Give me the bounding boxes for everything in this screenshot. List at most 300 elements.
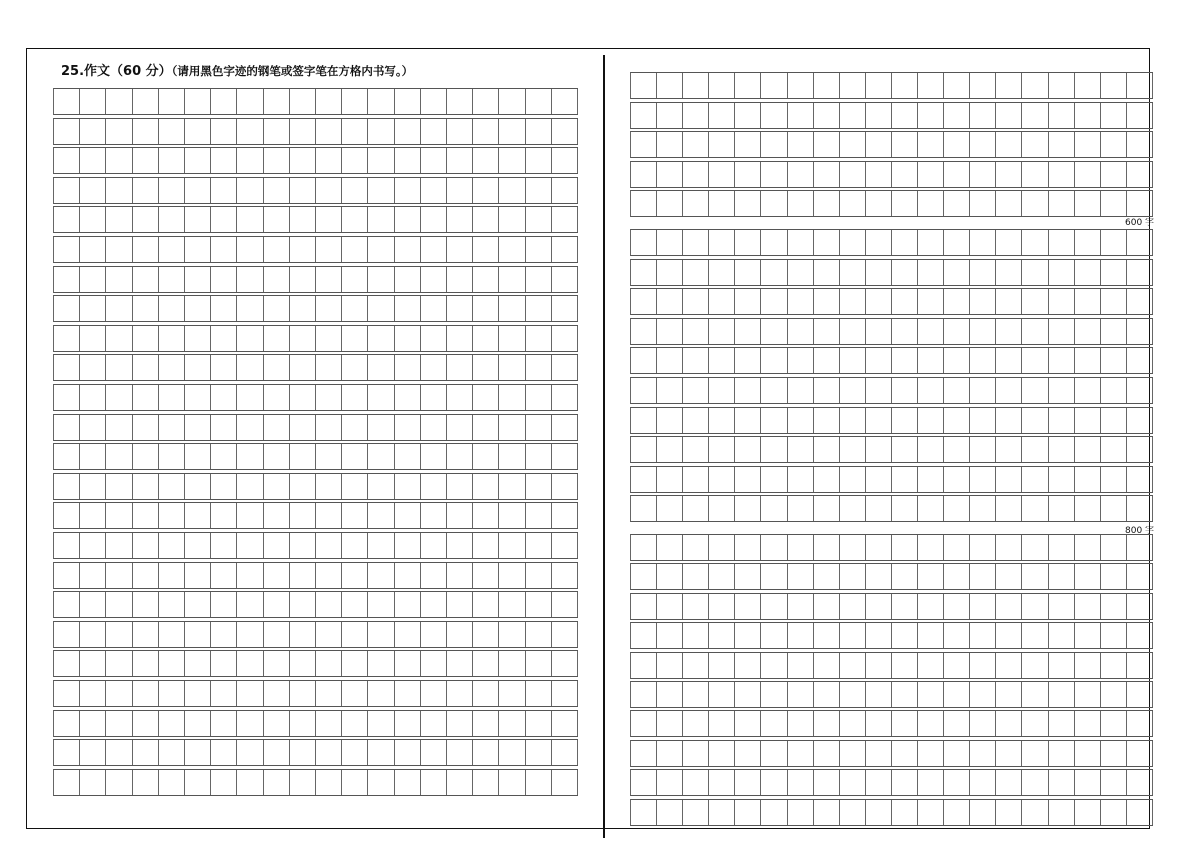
grid-cell xyxy=(342,385,368,410)
grid-cell xyxy=(395,474,421,499)
right-grid-row xyxy=(630,710,1153,737)
grid-cell xyxy=(918,594,944,619)
grid-cell xyxy=(996,162,1022,187)
grid-cell xyxy=(54,711,80,736)
grid-cell xyxy=(918,682,944,707)
grid-cell xyxy=(866,437,892,462)
grid-cell xyxy=(761,103,787,128)
grid-cell xyxy=(473,770,499,795)
grid-cell xyxy=(1127,741,1153,766)
left-grid-row xyxy=(53,473,578,500)
grid-cell xyxy=(133,770,159,795)
grid-cell xyxy=(395,326,421,351)
grid-cell xyxy=(368,503,394,528)
grid-cell xyxy=(526,385,552,410)
grid-cell xyxy=(970,260,996,285)
grid-cell xyxy=(866,623,892,648)
grid-cell xyxy=(814,378,840,403)
grid-cell xyxy=(970,348,996,373)
grid-cell xyxy=(657,348,683,373)
grid-cell xyxy=(1022,653,1048,678)
grid-cell xyxy=(1075,348,1101,373)
grid-cell xyxy=(631,408,657,433)
grid-cell xyxy=(185,563,211,588)
grid-cell xyxy=(814,535,840,560)
grid-cell xyxy=(499,740,525,765)
left-grid-row xyxy=(53,206,578,233)
grid-cell xyxy=(237,563,263,588)
grid-cell xyxy=(133,355,159,380)
grid-cell xyxy=(447,296,473,321)
grid-cell xyxy=(316,326,342,351)
grid-cell xyxy=(80,503,106,528)
grid-cell xyxy=(970,564,996,589)
grid-cell xyxy=(709,73,735,98)
grid-cell xyxy=(342,148,368,173)
grid-cell xyxy=(1075,653,1101,678)
grid-cell xyxy=(1022,437,1048,462)
grid-cell xyxy=(264,385,290,410)
grid-cell xyxy=(657,496,683,521)
grid-cell xyxy=(421,770,447,795)
grid-cell xyxy=(735,623,761,648)
grid-cell xyxy=(918,260,944,285)
grid-cell xyxy=(996,103,1022,128)
grid-cell xyxy=(290,267,316,292)
grid-cell xyxy=(840,564,866,589)
grid-cell xyxy=(1127,289,1153,314)
grid-cell xyxy=(788,711,814,736)
grid-cell xyxy=(683,191,709,216)
grid-cell xyxy=(395,237,421,262)
question-instruction: （请用黑色字迹的钢笔或签字笔在方格内书写。） xyxy=(171,64,414,78)
grid-cell xyxy=(1049,800,1075,825)
grid-cell xyxy=(395,622,421,647)
grid-cell xyxy=(1022,348,1048,373)
grid-cell xyxy=(185,503,211,528)
grid-cell xyxy=(290,148,316,173)
grid-cell xyxy=(106,592,132,617)
grid-cell xyxy=(683,711,709,736)
grid-cell xyxy=(1127,564,1153,589)
grid-cell xyxy=(1101,653,1127,678)
grid-cell xyxy=(368,89,394,114)
grid-cell xyxy=(447,207,473,232)
grid-cell xyxy=(395,415,421,440)
grid-cell xyxy=(264,415,290,440)
grid-cell xyxy=(473,503,499,528)
grid-cell xyxy=(631,191,657,216)
grid-cell xyxy=(526,415,552,440)
grid-cell xyxy=(892,682,918,707)
grid-cell xyxy=(447,592,473,617)
grid-cell xyxy=(237,326,263,351)
grid-cell xyxy=(866,103,892,128)
grid-cell xyxy=(499,89,525,114)
grid-cell xyxy=(106,474,132,499)
grid-cell xyxy=(421,415,447,440)
grid-cell xyxy=(473,415,499,440)
grid-cell xyxy=(368,415,394,440)
grid-cell xyxy=(473,533,499,558)
grid-cell xyxy=(709,408,735,433)
grid-cell xyxy=(1127,711,1153,736)
grid-cell xyxy=(342,711,368,736)
grid-cell xyxy=(54,119,80,144)
grid-cell xyxy=(840,535,866,560)
grid-cell xyxy=(788,594,814,619)
grid-cell xyxy=(1075,800,1101,825)
grid-cell xyxy=(54,296,80,321)
grid-cell xyxy=(918,230,944,255)
grid-cell xyxy=(133,622,159,647)
grid-cell xyxy=(106,740,132,765)
grid-cell xyxy=(447,119,473,144)
grid-cell xyxy=(368,267,394,292)
grid-cell xyxy=(133,237,159,262)
grid-cell xyxy=(788,653,814,678)
grid-cell xyxy=(211,651,237,676)
grid-cell xyxy=(499,119,525,144)
grid-cell xyxy=(788,682,814,707)
grid-cell xyxy=(159,296,185,321)
grid-cell xyxy=(892,535,918,560)
grid-cell xyxy=(761,594,787,619)
grid-cell xyxy=(1127,496,1153,521)
grid-cell xyxy=(368,119,394,144)
grid-cell xyxy=(80,237,106,262)
grid-cell xyxy=(447,148,473,173)
right-grid-row xyxy=(630,681,1153,708)
right-grid-row xyxy=(630,593,1153,620)
grid-cell xyxy=(657,711,683,736)
grid-cell xyxy=(526,237,552,262)
grid-cell xyxy=(499,622,525,647)
grid-cell xyxy=(1101,378,1127,403)
grid-cell xyxy=(631,623,657,648)
grid-cell xyxy=(840,741,866,766)
grid-cell xyxy=(996,535,1022,560)
grid-cell xyxy=(918,623,944,648)
grid-cell xyxy=(552,533,578,558)
grid-cell xyxy=(657,230,683,255)
grid-cell xyxy=(264,651,290,676)
grid-cell xyxy=(237,592,263,617)
grid-cell xyxy=(866,348,892,373)
grid-cell xyxy=(447,267,473,292)
grid-cell xyxy=(552,385,578,410)
grid-cell xyxy=(944,535,970,560)
grid-cell xyxy=(1101,564,1127,589)
grid-cell xyxy=(735,132,761,157)
grid-cell xyxy=(211,770,237,795)
grid-cell xyxy=(106,355,132,380)
grid-cell xyxy=(788,770,814,795)
grid-cell xyxy=(264,711,290,736)
grid-cell xyxy=(1022,132,1048,157)
grid-cell xyxy=(683,230,709,255)
grid-cell xyxy=(290,681,316,706)
grid-cell xyxy=(264,148,290,173)
grid-cell xyxy=(892,348,918,373)
grid-cell xyxy=(421,711,447,736)
grid-cell xyxy=(368,651,394,676)
grid-cell xyxy=(683,682,709,707)
grid-cell xyxy=(368,296,394,321)
grid-cell xyxy=(866,594,892,619)
grid-cell xyxy=(526,563,552,588)
grid-cell xyxy=(342,681,368,706)
grid-cell xyxy=(54,681,80,706)
grid-cell xyxy=(996,132,1022,157)
grid-cell xyxy=(866,260,892,285)
grid-cell xyxy=(106,385,132,410)
grid-cell xyxy=(526,740,552,765)
grid-cell xyxy=(1022,496,1048,521)
grid-cell xyxy=(683,289,709,314)
grid-cell xyxy=(106,770,132,795)
grid-cell xyxy=(735,467,761,492)
grid-cell xyxy=(368,237,394,262)
grid-cell xyxy=(814,348,840,373)
grid-cell xyxy=(473,178,499,203)
grid-cell xyxy=(473,119,499,144)
grid-cell xyxy=(996,73,1022,98)
grid-cell xyxy=(499,296,525,321)
grid-cell xyxy=(1075,682,1101,707)
grid-cell xyxy=(80,296,106,321)
grid-cell xyxy=(892,289,918,314)
grid-cell xyxy=(264,326,290,351)
grid-cell xyxy=(473,592,499,617)
grid-cell xyxy=(631,711,657,736)
question-heading xyxy=(61,60,413,79)
grid-cell xyxy=(761,319,787,344)
grid-cell xyxy=(944,800,970,825)
grid-cell xyxy=(814,594,840,619)
grid-cell xyxy=(211,533,237,558)
grid-cell xyxy=(1022,800,1048,825)
grid-cell xyxy=(788,103,814,128)
left-grid-row xyxy=(53,532,578,559)
grid-cell xyxy=(447,415,473,440)
grid-cell xyxy=(1101,437,1127,462)
grid-cell xyxy=(631,437,657,462)
grid-cell xyxy=(54,385,80,410)
grid-cell xyxy=(159,415,185,440)
grid-cell xyxy=(814,467,840,492)
grid-cell xyxy=(133,296,159,321)
grid-cell xyxy=(106,178,132,203)
grid-cell xyxy=(316,740,342,765)
grid-cell xyxy=(814,162,840,187)
grid-cell xyxy=(368,385,394,410)
grid-cell xyxy=(631,682,657,707)
grid-cell xyxy=(54,89,80,114)
grid-cell xyxy=(761,467,787,492)
grid-cell xyxy=(1101,132,1127,157)
grid-cell xyxy=(1075,289,1101,314)
grid-cell xyxy=(1127,73,1153,98)
left-grid-row xyxy=(53,710,578,737)
grid-cell xyxy=(552,622,578,647)
right-grid-row xyxy=(630,436,1153,463)
grid-cell xyxy=(473,148,499,173)
grid-cell xyxy=(866,682,892,707)
grid-cell xyxy=(264,237,290,262)
grid-cell xyxy=(1101,496,1127,521)
grid-cell xyxy=(106,267,132,292)
grid-cell xyxy=(918,73,944,98)
grid-cell xyxy=(918,800,944,825)
grid-cell xyxy=(631,289,657,314)
grid-cell xyxy=(421,592,447,617)
grid-cell xyxy=(709,191,735,216)
grid-cell xyxy=(237,651,263,676)
grid-cell xyxy=(237,770,263,795)
grid-cell xyxy=(1075,564,1101,589)
grid-cell xyxy=(395,444,421,469)
grid-cell xyxy=(237,178,263,203)
grid-cell xyxy=(1101,623,1127,648)
grid-cell xyxy=(683,378,709,403)
grid-cell xyxy=(709,711,735,736)
grid-cell xyxy=(552,178,578,203)
grid-cell xyxy=(473,326,499,351)
grid-cell xyxy=(316,533,342,558)
grid-cell xyxy=(761,348,787,373)
left-grid-row xyxy=(53,384,578,411)
grid-cell xyxy=(185,296,211,321)
grid-cell xyxy=(944,103,970,128)
grid-cell xyxy=(996,800,1022,825)
grid-cell xyxy=(709,564,735,589)
grid-cell xyxy=(133,563,159,588)
grid-cell xyxy=(526,474,552,499)
grid-cell xyxy=(996,770,1022,795)
grid-cell xyxy=(788,535,814,560)
grid-cell xyxy=(80,740,106,765)
grid-cell xyxy=(631,741,657,766)
grid-cell xyxy=(211,237,237,262)
grid-cell xyxy=(552,563,578,588)
grid-cell xyxy=(1075,770,1101,795)
grid-cell xyxy=(866,162,892,187)
grid-cell xyxy=(918,653,944,678)
grid-cell xyxy=(788,289,814,314)
grid-cell xyxy=(552,415,578,440)
grid-cell xyxy=(1101,289,1127,314)
grid-cell xyxy=(421,474,447,499)
grid-cell xyxy=(683,408,709,433)
grid-cell xyxy=(944,408,970,433)
grid-cell xyxy=(944,162,970,187)
grid-cell xyxy=(316,267,342,292)
grid-cell xyxy=(1075,103,1101,128)
grid-cell xyxy=(892,770,918,795)
grid-cell xyxy=(1101,103,1127,128)
grid-cell xyxy=(1127,623,1153,648)
grid-cell xyxy=(683,564,709,589)
grid-cell xyxy=(185,592,211,617)
grid-cell xyxy=(1022,711,1048,736)
grid-cell xyxy=(473,296,499,321)
grid-cell xyxy=(80,267,106,292)
grid-cell xyxy=(264,296,290,321)
grid-cell xyxy=(866,73,892,98)
grid-cell xyxy=(1101,800,1127,825)
grid-cell xyxy=(316,355,342,380)
grid-cell xyxy=(970,623,996,648)
grid-cell xyxy=(657,319,683,344)
grid-cell xyxy=(1022,260,1048,285)
grid-cell xyxy=(709,162,735,187)
grid-cell xyxy=(840,103,866,128)
grid-cell xyxy=(54,474,80,499)
grid-cell xyxy=(709,230,735,255)
grid-cell xyxy=(395,592,421,617)
left-grid-row xyxy=(53,266,578,293)
grid-cell xyxy=(133,326,159,351)
grid-cell xyxy=(631,496,657,521)
left-grid-row xyxy=(53,88,578,115)
grid-cell xyxy=(1101,682,1127,707)
grid-cell xyxy=(1022,319,1048,344)
grid-cell xyxy=(80,326,106,351)
grid-cell xyxy=(866,653,892,678)
grid-cell xyxy=(421,503,447,528)
grid-cell xyxy=(80,148,106,173)
grid-cell xyxy=(996,378,1022,403)
grid-cell xyxy=(526,296,552,321)
grid-cell xyxy=(473,237,499,262)
grid-cell xyxy=(1075,260,1101,285)
grid-cell xyxy=(473,207,499,232)
grid-cell xyxy=(133,474,159,499)
grid-cell xyxy=(395,119,421,144)
grid-cell xyxy=(237,119,263,144)
grid-cell xyxy=(944,623,970,648)
grid-cell xyxy=(447,740,473,765)
grid-cell xyxy=(80,770,106,795)
grid-cell xyxy=(944,348,970,373)
grid-cell xyxy=(185,385,211,410)
grid-cell xyxy=(1075,191,1101,216)
grid-cell xyxy=(211,592,237,617)
grid-cell xyxy=(290,119,316,144)
grid-cell xyxy=(970,319,996,344)
grid-cell xyxy=(761,230,787,255)
grid-cell xyxy=(499,681,525,706)
grid-cell xyxy=(54,592,80,617)
grid-cell xyxy=(1101,594,1127,619)
grid-cell xyxy=(709,770,735,795)
grid-cell xyxy=(788,230,814,255)
grid-cell xyxy=(499,503,525,528)
grid-cell xyxy=(185,89,211,114)
grid-cell xyxy=(1101,260,1127,285)
left-grid-row xyxy=(53,621,578,648)
grid-cell xyxy=(631,348,657,373)
grid-cell xyxy=(342,740,368,765)
grid-cell xyxy=(447,622,473,647)
grid-cell xyxy=(473,89,499,114)
grid-cell xyxy=(395,533,421,558)
grid-cell xyxy=(918,564,944,589)
grid-cell xyxy=(211,89,237,114)
grid-cell xyxy=(788,162,814,187)
grid-cell xyxy=(473,267,499,292)
